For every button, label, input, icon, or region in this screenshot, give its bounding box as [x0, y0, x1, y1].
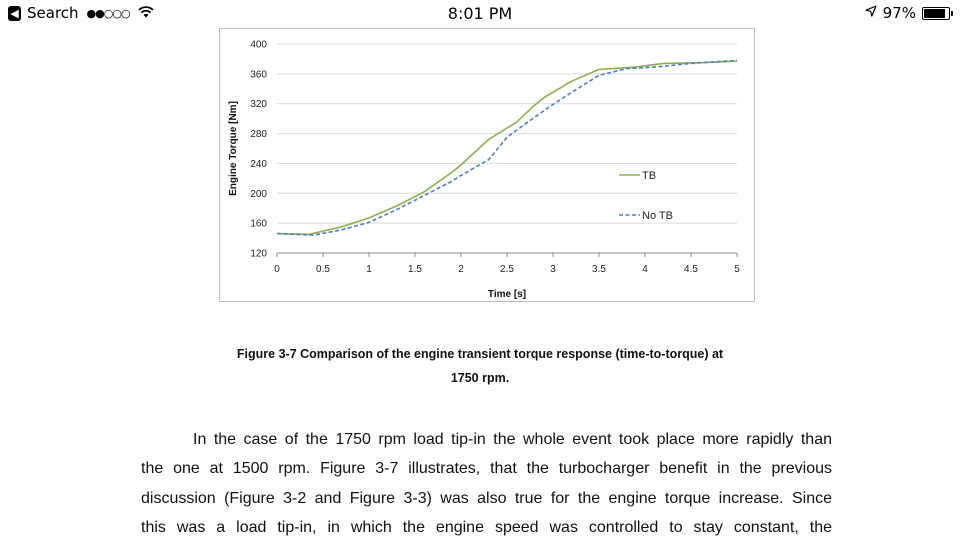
- legend-label: No TB: [642, 210, 673, 222]
- series-line-tb: [277, 61, 737, 234]
- back-arrow-icon[interactable]: ◀: [8, 6, 21, 21]
- chart-legend: [619, 170, 673, 222]
- status-time: 8:01 PM: [447, 4, 513, 23]
- x-tick-label: 2.5: [500, 264, 514, 275]
- status-bar: [0, 0, 960, 26]
- cellular-signal-icon: ●●○○○: [86, 6, 130, 20]
- body-line-4: this was a load tip-in, in which the engine speed was controlled to stay constant, the: [141, 518, 832, 536]
- x-tick-label: 0: [274, 264, 280, 275]
- x-tick-label: 3: [550, 264, 556, 275]
- x-tick-label: 3.5: [592, 264, 606, 275]
- back-app-label[interactable]: Search: [27, 4, 79, 22]
- x-tick-label: 0.5: [316, 264, 330, 275]
- y-tick-labels: [250, 40, 267, 260]
- y-tick-label: 200: [250, 188, 267, 200]
- body-line-1: In the case of the 1750 rpm load tip-in the whole event took place more rapidly than: [193, 431, 832, 448]
- x-tick-label: 1.5: [408, 264, 422, 275]
- battery-icon: [922, 7, 950, 20]
- x-tick-label: 1: [366, 264, 372, 275]
- battery-percent: 97%: [882, 4, 916, 22]
- y-tick-label: 120: [250, 248, 267, 260]
- y-tick-label: 160: [250, 218, 267, 230]
- x-tick-label: 4: [642, 264, 648, 275]
- x-axis-title: Time [s]: [487, 289, 527, 300]
- battery-tip: [951, 11, 953, 16]
- x-tick-label: 4.5: [684, 264, 698, 275]
- y-tick-label: 240: [250, 158, 267, 170]
- body-paragraph: [141, 425, 832, 542]
- y-tick-label: 360: [250, 69, 267, 81]
- location-arrow-icon: [865, 5, 877, 21]
- series-lines: [277, 60, 737, 235]
- body-line-2: the one at 1500 rpm. Figure 3-7 illustrates, that the turbocharger benefit in the previous: [141, 460, 832, 478]
- x-tick-label: 5: [734, 264, 740, 275]
- caption-line-1: Figure 3-7 Comparison of the engine transient torque response (time-to-torque) at: [236, 347, 724, 361]
- torque-chart: [219, 28, 755, 302]
- figure-caption: [150, 342, 810, 390]
- y-tick-label: 320: [250, 99, 267, 111]
- x-tick-label: 2: [458, 264, 464, 275]
- y-axis-title: Engine Torque [Nm]: [228, 101, 239, 196]
- series-line-no-tb: [277, 60, 737, 235]
- y-tick-label: 400: [250, 39, 267, 51]
- torque-chart-svg: [220, 29, 756, 303]
- legend-label: TB: [642, 170, 657, 182]
- x-tick-labels: [274, 264, 740, 275]
- battery-level-fill: [924, 9, 945, 18]
- y-tick-label: 280: [250, 129, 267, 141]
- caption-line-2: 1750 rpm.: [450, 371, 510, 385]
- body-line-3: discussion (Figure 3-2 and Figure 3-3) was also true for the engine torque increase. Since: [141, 489, 832, 507]
